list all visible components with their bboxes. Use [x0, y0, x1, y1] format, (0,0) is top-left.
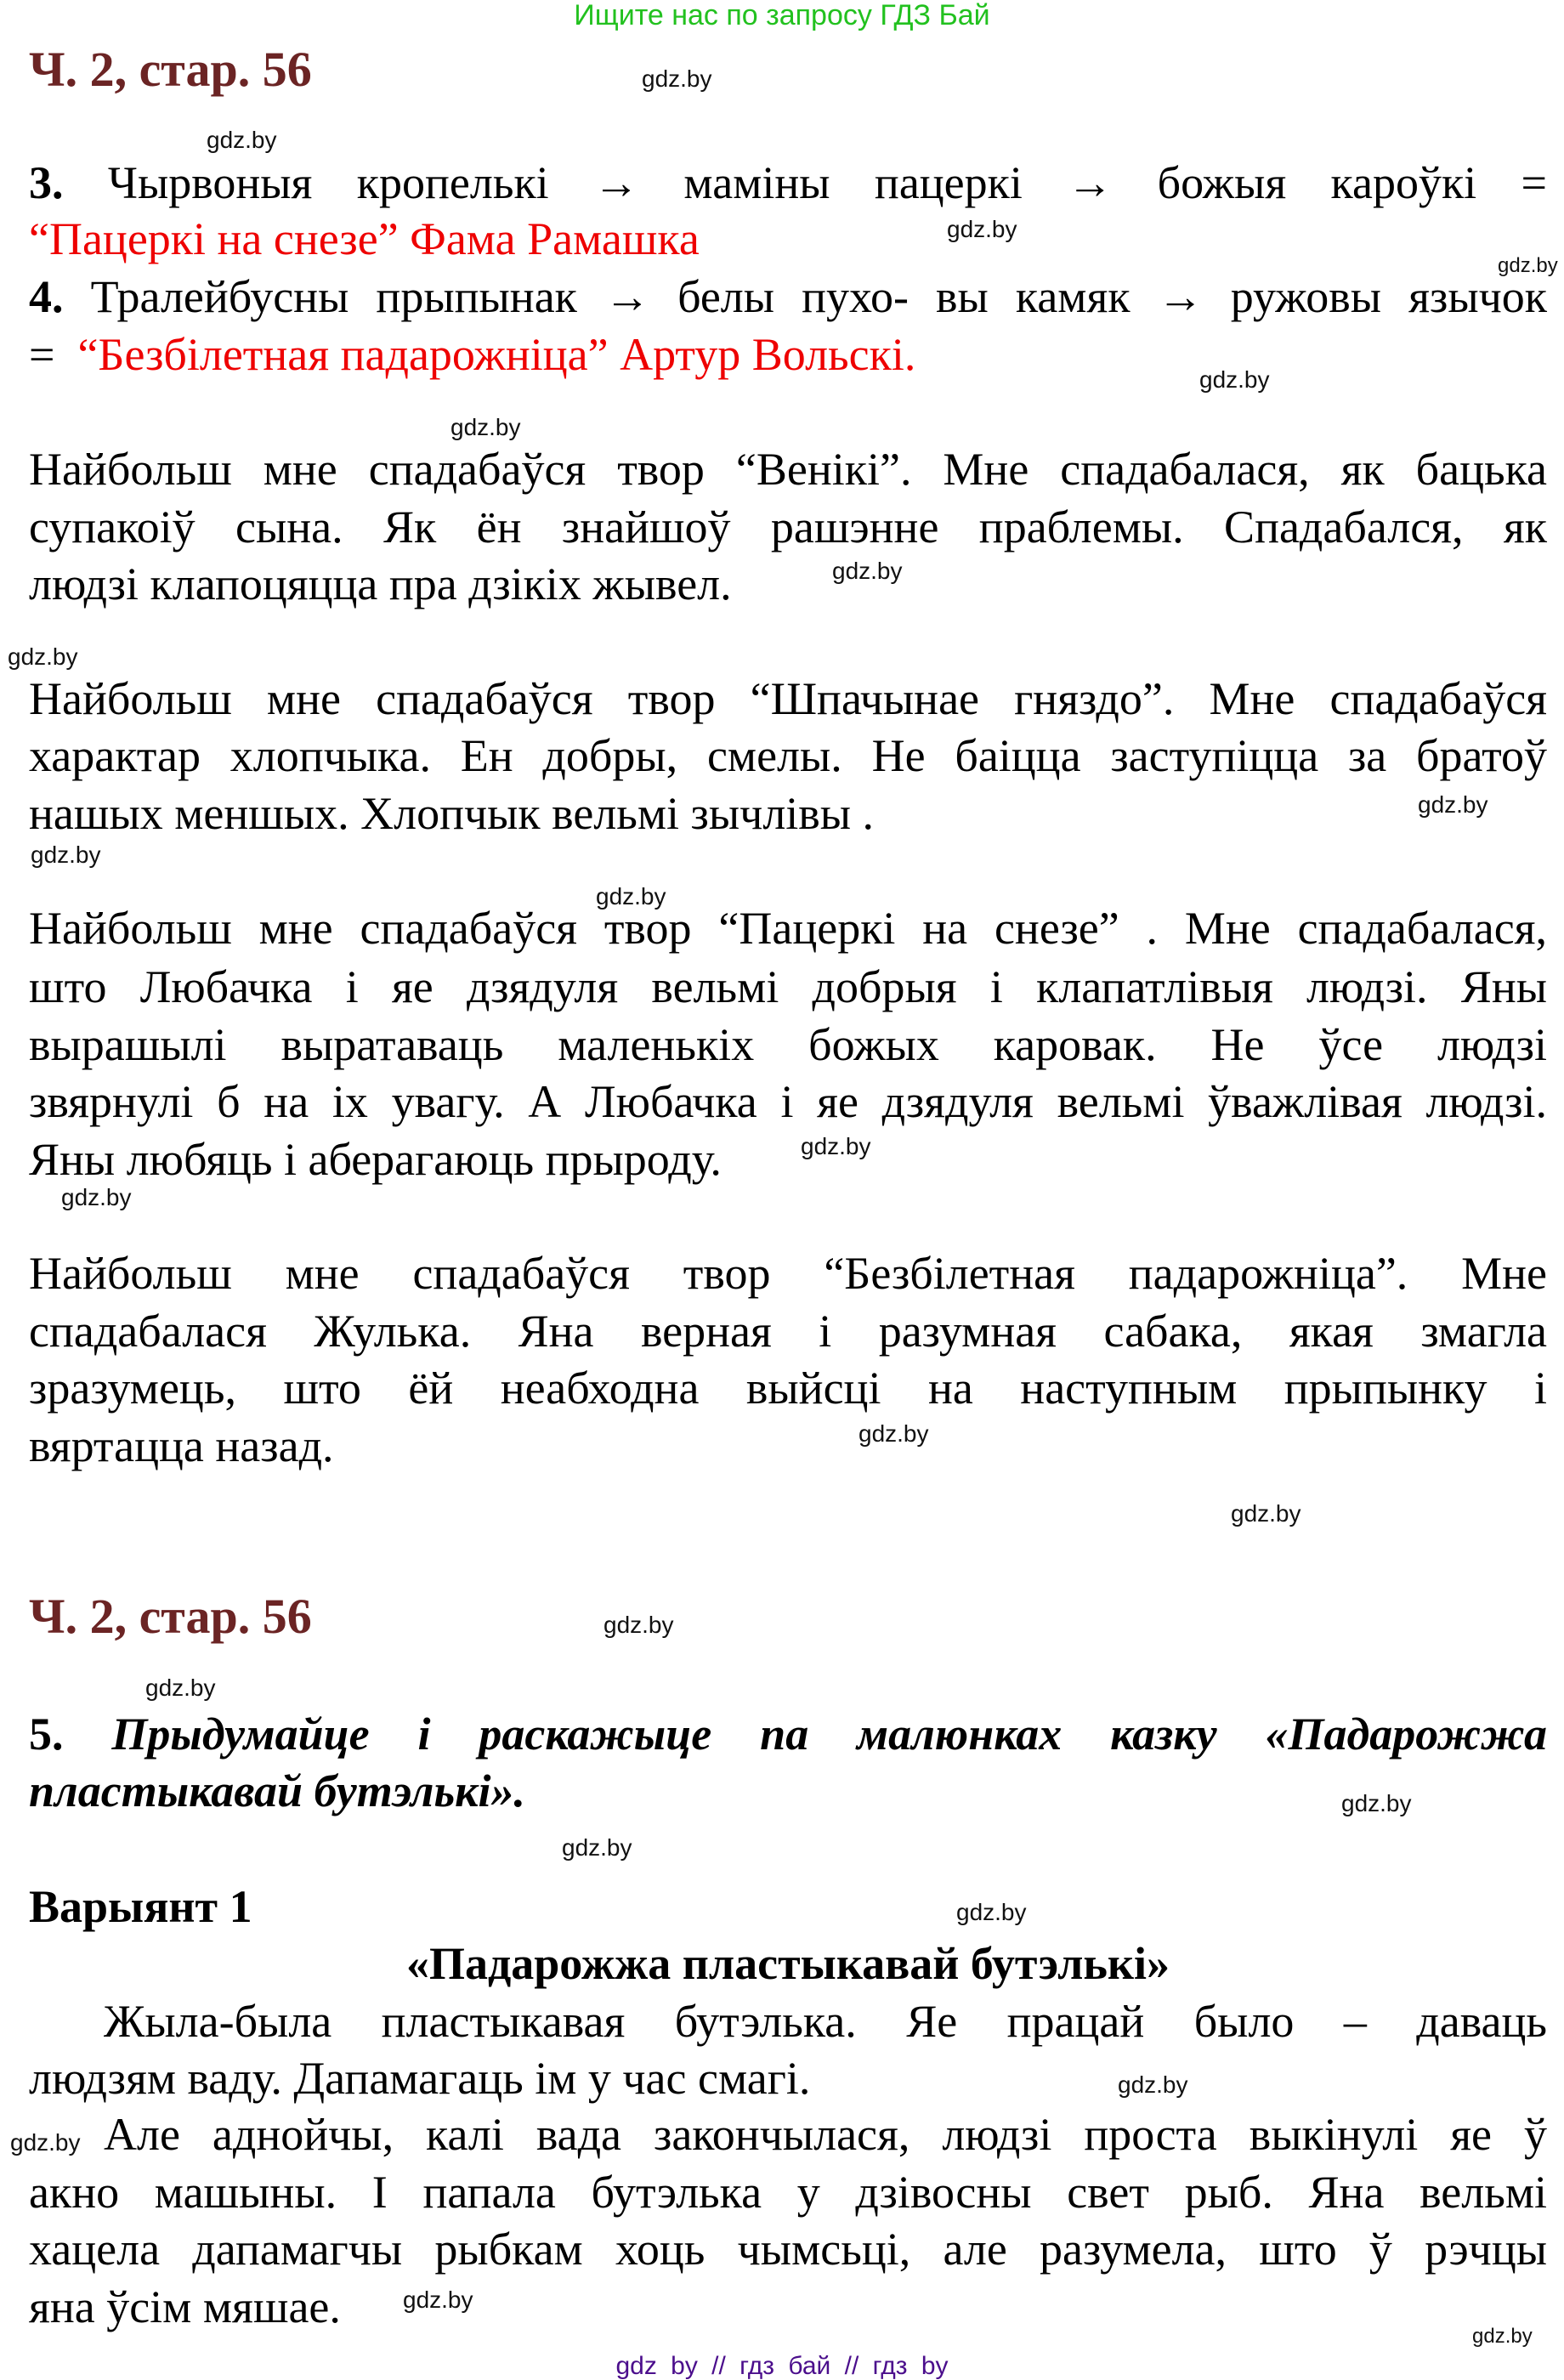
- section-heading: Ч. 2, стар. 56: [29, 1589, 312, 1644]
- paragraph-line: Найбольш мне спадабаўся твор “Пацеркі на снезе” . Мне спадабалася,: [29, 903, 1547, 954]
- story-line: акно машыны. І папала бутэлька у дзівосны свет рыб. Яна вельмі: [29, 2167, 1547, 2218]
- watermark: gdz.by: [403, 2286, 473, 2313]
- watermark: gdz.by: [832, 558, 903, 584]
- paragraph-line: Найбольш мне спадабаўся твор “Венікі”. Мне спадабалася, як бацька: [29, 444, 1547, 495]
- task-number: 5.: [29, 1708, 64, 1760]
- paragraph-line: Найбольш мне спадабаўся твор “Шпачынае гняздо”. Мне спадабаўся: [29, 673, 1547, 724]
- paragraph-line: звярнулі б на іх увагу. А Любачка і яе дзядуля вельмі ўважлівая людзі.: [29, 1076, 1547, 1127]
- task-5-line: пластыкавай бутэлькі».: [29, 1765, 526, 1816]
- watermark: gdz.by: [642, 65, 712, 92]
- watermark: gdz.by: [1472, 2325, 1533, 2348]
- watermark: gdz.by: [61, 1184, 132, 1210]
- watermark: gdz.by: [1418, 791, 1488, 818]
- paragraph-line: зразумець, што ёй неабходна выйсці на наступным прыпынку і: [29, 1363, 1547, 1414]
- watermark: gdz.by: [1199, 366, 1270, 393]
- paragraph-line: спадабалася Жулька. Яна верная і разумная сабака, якая змагла: [29, 1306, 1547, 1357]
- story-line: яна ўсім мяшае.: [29, 2281, 341, 2332]
- item-3-line: [29, 156, 1547, 209]
- story-line: Але аднойчы, калі вада закончылася, людзі проста выкінулі яе ў: [104, 2109, 1547, 2160]
- story-line: людзям ваду. Дапамагаць ім у час смагі.: [29, 2053, 811, 2104]
- watermark: gdz.by: [1118, 2071, 1188, 2098]
- variant-label: Варыянт 1: [29, 1881, 252, 1932]
- watermark: gdz.by: [207, 127, 277, 153]
- paragraph-line: вырашылі выратаваць маленькіх божых каровак. Не ўсе людзі: [29, 1019, 1547, 1070]
- watermark: gdz.by: [145, 1674, 216, 1701]
- paragraph-line: Яны любяць і аберагаюць прыроду.: [29, 1134, 722, 1185]
- story-title: «Падарожжа пластыкавай бутэлькі»: [405, 1938, 1170, 1989]
- task-5-line: [29, 1708, 1547, 1760]
- section-heading: Ч. 2, стар. 56: [29, 42, 312, 97]
- item-4-line: [29, 270, 1547, 323]
- watermark: gdz.by: [858, 1420, 929, 1447]
- task-5-text: Прыдумайце і раскажыце па малюнках казку «Падарожжа: [111, 1708, 1548, 1760]
- item-3-chain: Чырвоныя кропелькі → маміны пацеркі → божыя кароўкі =: [107, 157, 1548, 208]
- watermark: gdz.by: [801, 1133, 871, 1159]
- watermark: gdz.by: [947, 216, 1017, 242]
- paragraph-line: Найбольш мне спадабаўся твор “Безбілетная падарожніца”. Мне: [29, 1248, 1547, 1299]
- story-line: Жыла-была пластыкавая бутэлька. Яе працай было – даваць: [104, 1996, 1547, 2047]
- watermark: gdz.by: [562, 1834, 632, 1861]
- paragraph-line: што Любачка і яе дзядуля вельмі добрыя і клапатлівыя людзі. Яны: [29, 961, 1547, 1012]
- top-banner-link[interactable]: Ищите нас по запросу ГДЗ Бай: [574, 0, 990, 31]
- item-number: 3.: [29, 157, 64, 208]
- watermark: gdz.by: [8, 643, 78, 670]
- paragraph-line: супакоіў сына. Як ён знайшоў рашэнне праблемы. Спадабался, як: [29, 502, 1547, 552]
- item-4-answer-text: “Безбілетная падарожніца” Артур Вольскі.: [77, 329, 916, 380]
- watermark: gdz.by: [596, 883, 666, 910]
- item-3-answer: “Пацеркі на снезе” Фама Рамашка: [29, 213, 700, 264]
- watermark: gdz.by: [10, 2129, 81, 2156]
- watermark: gdz.by: [604, 1612, 674, 1638]
- watermark: gdz.by: [31, 842, 101, 868]
- story-line: хацела дапамагчы рыбкам хоць чымсьці, але разумела, што ў рэчцы: [29, 2224, 1547, 2275]
- footer-links[interactable]: gdz by // гдз бай // гдз by: [615, 2352, 949, 2380]
- item-number: 4.: [29, 271, 64, 322]
- watermark: gdz.by: [1341, 1790, 1412, 1816]
- item-4-answer: [29, 328, 1547, 381]
- watermark: gdz.by: [1231, 1500, 1301, 1527]
- paragraph-line: нашых меншых. Хлопчык вельмі зычлівы .: [29, 788, 875, 839]
- paragraph-line: вяртацца назад.: [29, 1420, 334, 1471]
- watermark: gdz.by: [450, 414, 521, 440]
- watermark: gdz.by: [956, 1899, 1027, 1925]
- equals-sign: =: [29, 329, 55, 380]
- item-4-chain: Тралейбусны прыпынак → белы пухо- вы камяк → ружовы язычок: [90, 271, 1547, 322]
- paragraph-line: людзі клапоцяцца пра дзікіх жывел.: [29, 558, 732, 609]
- watermark: gdz.by: [1498, 254, 1558, 277]
- paragraph-line: характар хлопчыка. Ен добры, смелы. Не баіцца заступіцца за братоў: [29, 730, 1547, 781]
